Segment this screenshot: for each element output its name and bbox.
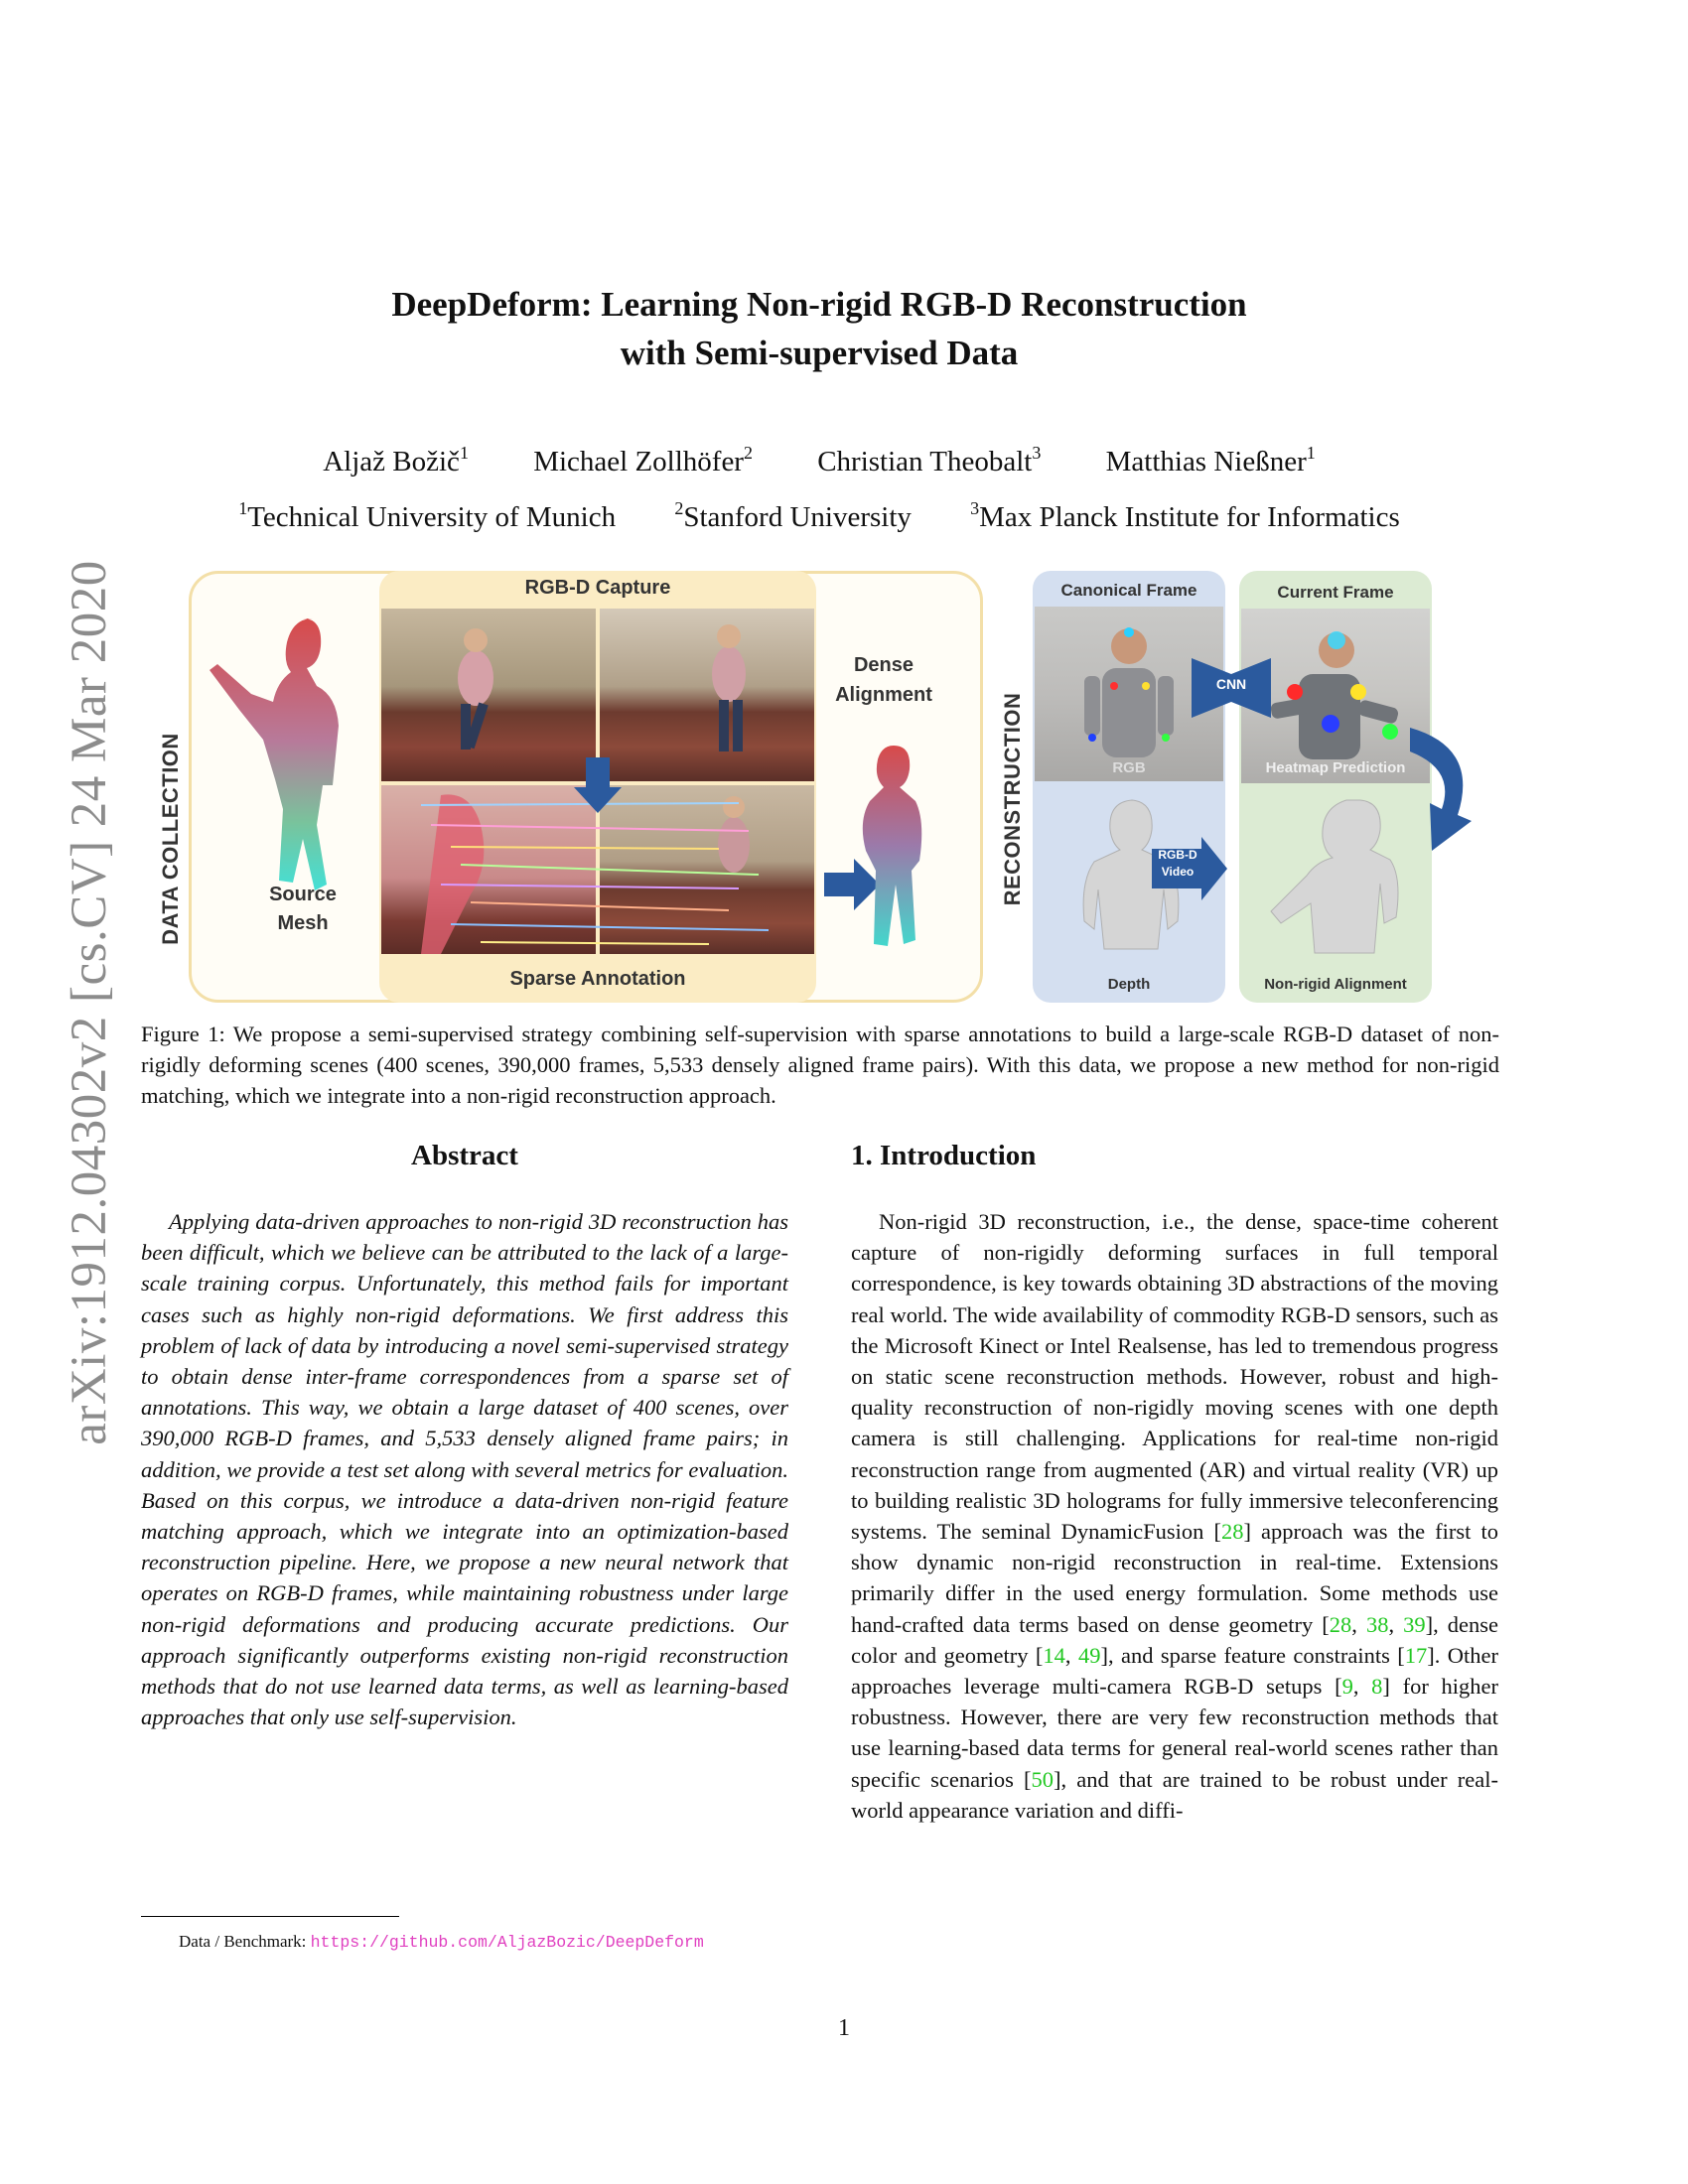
affiliation: $^1$Technical University of Munich (238, 498, 617, 533)
author-list (149, 443, 1489, 478)
citation-link[interactable]: 9 (1341, 1674, 1353, 1700)
depth-label: Depth (1107, 976, 1151, 993)
rgbd-video-label: RGB-D Video (1158, 848, 1197, 879)
heatmap-prediction-label: Heatmap Prediction (1265, 759, 1406, 776)
capture-photo-1 (381, 609, 596, 781)
citation-link[interactable]: 8 (1371, 1674, 1383, 1700)
capture-photo-2 (600, 609, 814, 781)
figure-caption: Figure 1: We propose a semi-supervised strategy combining self-supervision with sparse annotations to build a large-scale RGB-D dataset of non-rigidly deforming scenes (400 scenes, 390,000 frames, 5,533 densely aligned frame pairs). With this data, we propose a new method for non-rigid matching, which we integrate into a non-rigid reconstruction approach. (141, 1022, 1499, 1108)
abstract-heading: Abstract (411, 1140, 518, 1171)
rgbd-capture-label: RGB-D Capture (524, 577, 671, 599)
citation-link[interactable]: 49 (1077, 1642, 1101, 1668)
paper-title (149, 280, 1489, 377)
footnote-divider (141, 1916, 399, 1917)
nonrigid-mesh-image (1251, 794, 1430, 973)
author: Matthias Nießner$^1$ (1105, 443, 1316, 478)
title-line-2: with Semi-supervised Data (620, 334, 1019, 372)
introduction-body: Non-rigid 3D reconstruction, i.e., the dense, space-time coherent capture of non-rigidly deforming surfaces in full temporal correspondence, is key towards obtaining 3D abstractions of the moving real world. The wide availability of commodity RGB-D sensors, such as the Microsoft Kinect or Intel Realsense, has led to tremendous progress on static scene reconstruction methods. However, robust and high-quality reconstruction of non-rigidly moving scenes with one depth camera is still challenging. Applications for real-time non-rigid reconstruction range from augmented (AR) and virtual reality (VR) up to building realistic 3D holograms for fully immersive teleconferencing systems. The seminal DynamicFusion [28] approach was the first to show dynamic non-rigid reconstruction in real-time. Extensions primarily differ in the used energy formulation. Some methods use hand-crafted data terms based on dense geometry [28, 38, 39], dense color and geometry [14, 49], and sparse feature constraints [17]. Other approaches leverage multi-camera RGB-D setups [9, 8] for higher robustness. However, there are very few reconstruction methods that use learning-based data terms for general real-world scenes rather than specific scenarios [50], and that are trained to be robust under real-world appearance variation and diffi- (851, 1209, 1499, 1823)
canonical-frame-label: Canonical Frame (1060, 581, 1197, 600)
citation-link[interactable]: 38 (1365, 1611, 1389, 1637)
author: Michael Zollhöfer$^2$ (533, 443, 753, 478)
down-arrow-icon (574, 757, 622, 813)
reconstruction-label: RECONSTRUCTION (1000, 692, 1025, 906)
figure-1 (159, 571, 1479, 1008)
citation-link[interactable]: 50 (1031, 1766, 1054, 1792)
citation-link[interactable]: 28 (1220, 1519, 1244, 1545)
citation-link[interactable]: 28 (1329, 1611, 1352, 1637)
data-collection-label: DATA COLLECTION (158, 733, 183, 945)
github-link[interactable]: https://github.com/AljazBozic/DeepDeform (310, 1933, 704, 1952)
dense-mesh-image (834, 740, 953, 968)
title-line-1: DeepDeform: Learning Non-rigid RGB-D Reconstruction (391, 285, 1247, 324)
author: Aljaž Božič$^1$ (323, 443, 469, 478)
abstract-body: Applying data-driven approaches to non-rigid 3D reconstruction has been difficult, which we believe can be attributed to the lack of a large-scale training corpus. Unfortunately, this method fails for important cases such as highly non-rigid deformations. We first address this problem of lack of data by introducing a novel semi-supervised strategy to obtain dense inter-frame correspondences from a sparse set of annotations. This way, we obtain a large dataset of 400 scenes, over 390,000 RGB-D frames, and 5,533 densely aligned frame pairs; in addition, we provide a test set along with several metrics for evaluation. Based on this corpus, we introduce a data-driven non-rigid feature matching approach, which we integrate into an optimization-based reconstruction pipeline. Here, we propose a new neural network that operates on RGB-D frames, while maintaining robustness under large non-rigid deformations and producing accurate predictions. Our approach significantly outperforms existing non-rigid reconstruction methods that do not use learned data terms, as well as learning-based approaches that only use self-supervision. (141, 1209, 788, 1730)
footnote: Data / Benchmark: https://github.com/AljazBozic/DeepDeform (179, 1932, 704, 1952)
source-mesh-label: Source Mesh (269, 884, 337, 934)
dense-alignment-label: Dense Alignment (835, 654, 932, 706)
page-number: 1 (838, 2015, 850, 2041)
nonrigid-alignment-label: Non-rigid Alignment (1264, 976, 1407, 993)
affiliation: $^3$Max Planck Institute for Informatics (970, 498, 1400, 533)
citation-link[interactable]: 17 (1404, 1642, 1428, 1668)
affiliation: $^2$Stanford University (674, 498, 912, 533)
citation-link[interactable]: 39 (1403, 1611, 1426, 1637)
citation-link[interactable]: 14 (1043, 1642, 1065, 1668)
cnn-label: CNN (1215, 676, 1247, 692)
sparse-annotation-label: Sparse Annotation (509, 968, 686, 990)
author: Christian Theobalt$^3$ (817, 443, 1042, 478)
introduction-heading: 1. Introduction (851, 1140, 1037, 1171)
rgb-label: RGB (1112, 759, 1146, 776)
arxiv-stamp-text: arXiv:1912.04302v2 [cs.CV] 24 Mar 2020 (62, 560, 117, 1445)
affiliation-list (149, 498, 1489, 534)
current-frame-label: Current Frame (1277, 583, 1394, 602)
